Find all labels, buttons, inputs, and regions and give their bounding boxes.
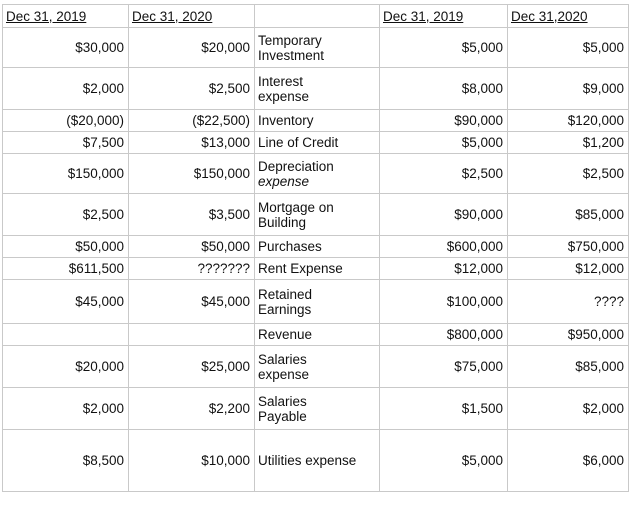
cell-2020-right: $1,200: [508, 132, 629, 154]
table-row: [3, 28, 629, 68]
table-row: [3, 388, 629, 430]
cell-2019-left: $50,000: [3, 236, 129, 258]
cell-2020-right: $2,500: [508, 154, 629, 194]
cell-2020-left: ($22,500): [129, 110, 255, 132]
account-label-line1: Interest: [258, 73, 304, 89]
cell-2019-right: $12,000: [380, 258, 508, 280]
cell-2019-left: $150,000: [3, 154, 129, 194]
cell-2019-left: $611,500: [3, 258, 129, 280]
account-label: [255, 194, 380, 236]
cell-2019-right: $75,000: [380, 346, 508, 388]
cell-2019-right: $90,000: [380, 110, 508, 132]
cell-2019-right: $5,000: [380, 132, 508, 154]
cell-2019-right: $1,500: [380, 388, 508, 430]
cell-2020-right: $120,000: [508, 110, 629, 132]
header-dec-2020-right: Dec 31,2020: [508, 5, 629, 28]
table-row: [3, 194, 629, 236]
account-label: Line of Credit: [255, 132, 380, 154]
cell-2019-right: $5,000: [380, 28, 508, 68]
table-row: [3, 236, 629, 258]
table-row: [3, 258, 629, 280]
header-row: [3, 5, 629, 28]
account-label: Purchases: [255, 236, 380, 258]
table-row: [3, 110, 629, 132]
cell-2019-right: $5,000: [380, 430, 508, 492]
account-label-line1: Salaries: [258, 393, 307, 409]
cell-2019-left: $2,500: [3, 194, 129, 236]
cell-2019-right: $600,000: [380, 236, 508, 258]
account-label: Revenue: [255, 324, 380, 346]
account-label: Utilities expense: [255, 430, 380, 492]
account-label-line1: Temporary: [258, 32, 322, 48]
table-row: [3, 430, 629, 492]
account-label-line1: Retained: [258, 286, 313, 302]
cell-2020-left: $25,000: [129, 346, 255, 388]
table-row: [3, 68, 629, 110]
cell-2020-left: $50,000: [129, 236, 255, 258]
table-row: [3, 346, 629, 388]
account-label: Rent Expense: [255, 258, 380, 280]
header-dec-2019-left: Dec 31, 2019: [3, 5, 129, 28]
cell-2019-left: ($20,000): [3, 110, 129, 132]
cell-2019-right: $90,000: [380, 194, 508, 236]
account-label-line2: expense: [258, 366, 310, 382]
cell-2020-right: ????: [508, 280, 629, 324]
cell-2020-right: $5,000: [508, 28, 629, 68]
cell-2020-left: $20,000: [129, 28, 255, 68]
cell-2019-left: [3, 324, 129, 346]
cell-2020-left: $13,000: [129, 132, 255, 154]
account-label-line1: Mortgage on: [258, 199, 334, 215]
cell-2020-right: $950,000: [508, 324, 629, 346]
cell-2020-right: $85,000: [508, 346, 629, 388]
table-row: [3, 324, 629, 346]
cell-2020-right: $9,000: [508, 68, 629, 110]
account-label-line1: Salaries: [258, 351, 307, 367]
cell-2019-left: $7,500: [3, 132, 129, 154]
account-label-line2: expense: [258, 173, 310, 189]
financial-table: [2, 4, 629, 492]
cell-2019-right: $2,500: [380, 154, 508, 194]
account-label-line2: expense: [258, 88, 310, 104]
cell-2019-left: $20,000: [3, 346, 129, 388]
cell-2020-left: $3,500: [129, 194, 255, 236]
cell-2020-right: $85,000: [508, 194, 629, 236]
account-label-line2: Building: [258, 214, 307, 230]
account-label: [255, 280, 380, 324]
cell-2020-left: $150,000: [129, 154, 255, 194]
cell-2019-right: $100,000: [380, 280, 508, 324]
account-label: [255, 388, 380, 430]
cell-2019-left: $45,000: [3, 280, 129, 324]
cell-2020-left: $45,000: [129, 280, 255, 324]
financial-table-sheet: [2, 4, 629, 492]
header-dec-2019-right: Dec 31, 2019: [380, 5, 508, 28]
account-label: [255, 346, 380, 388]
cell-2020-right: $12,000: [508, 258, 629, 280]
cell-2020-left: $10,000: [129, 430, 255, 492]
table-row: [3, 280, 629, 324]
cell-2020-right: $2,000: [508, 388, 629, 430]
cell-2020-left: [129, 324, 255, 346]
account-label-line1: Depreciation: [258, 158, 334, 174]
account-label-line2: Payable: [258, 408, 307, 424]
cell-2020-left: $2,200: [129, 388, 255, 430]
cell-2019-left: $2,000: [3, 388, 129, 430]
account-label: [255, 28, 380, 68]
cell-2019-right: $800,000: [380, 324, 508, 346]
account-label-line2: Investment: [258, 47, 325, 63]
cell-2019-left: $8,500: [3, 430, 129, 492]
header-account-name: [255, 5, 380, 28]
cell-2020-left: $2,500: [129, 68, 255, 110]
cell-2019-left: $2,000: [3, 68, 129, 110]
table-row: [3, 132, 629, 154]
cell-2020-right: $6,000: [508, 430, 629, 492]
account-label: Inventory: [255, 110, 380, 132]
cell-2019-right: $8,000: [380, 68, 508, 110]
cell-2020-left: ???????: [129, 258, 255, 280]
table-row: [3, 154, 629, 194]
account-label: [255, 68, 380, 110]
account-label: [255, 154, 380, 194]
account-label-line2: Earnings: [258, 301, 312, 317]
cell-2019-left: $30,000: [3, 28, 129, 68]
cell-2020-right: $750,000: [508, 236, 629, 258]
header-dec-2020-left: Dec 31, 2020: [129, 5, 255, 28]
